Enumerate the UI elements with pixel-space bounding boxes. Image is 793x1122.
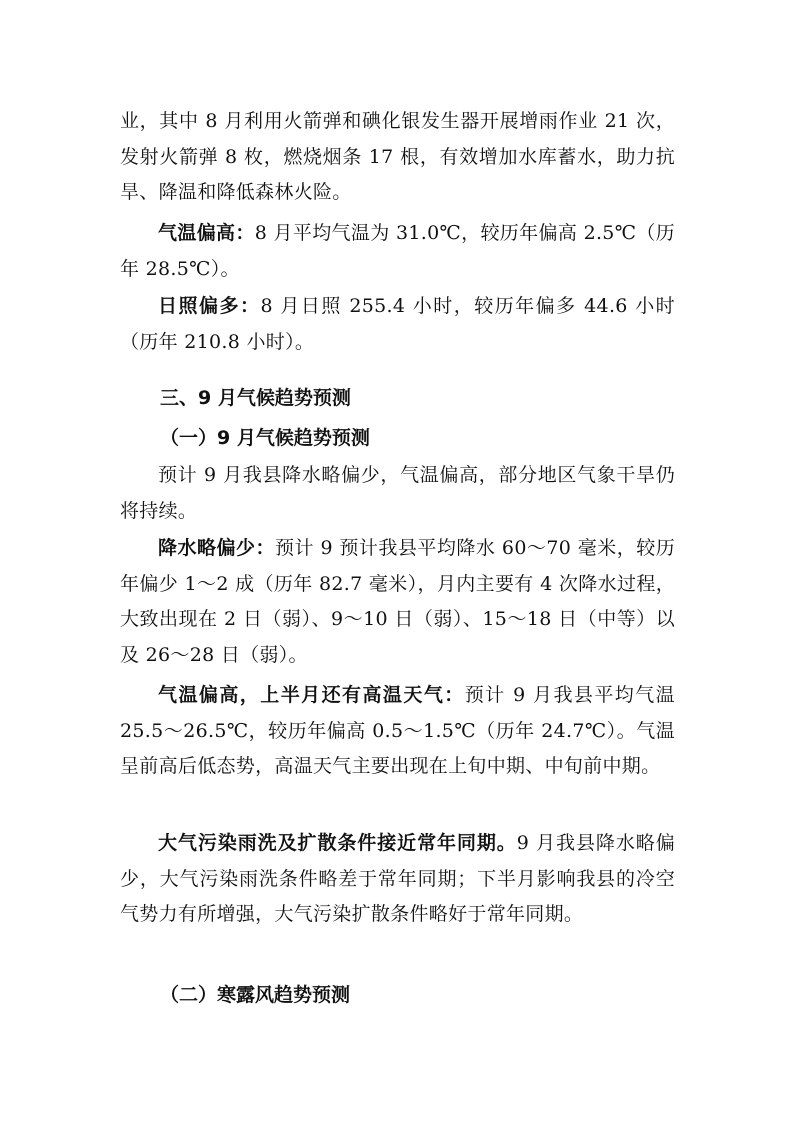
temperature-high-text: 8 月平均气温为 31.0℃，较历年偏高 2.5℃（历年 28.5℃）。	[120, 222, 675, 280]
sunshine-more-paragraph	[120, 289, 675, 360]
temperature-high-label: 气温偏高：	[158, 222, 255, 244]
section-three-title: 三、9 月气候趋势预测	[160, 387, 351, 409]
precipitation-less-paragraph	[120, 531, 675, 673]
subsection-two-title: （二）寒露风趋势预测	[160, 984, 351, 1006]
air-pollution-paragraph	[120, 826, 675, 933]
temperature-forecast-label: 气温偏高，上半月还有高温天气：	[158, 684, 465, 706]
air-pollution-text: 9 月我县降水略偏少，大气污染雨洗条件略差于常年同期；下半月影响我县的冷空气势力有所增强，大气污染扩散条件略好于常年同期。	[120, 832, 675, 925]
intro-paragraph-text: 业，其中 8 月利用火箭弹和碘化银发生器开展增雨作业 21 次，发射火箭弹 8 枚，燃烧烟条 17 根，有效增加水库蓄水，助力抗旱、降温和降低森林火险。	[120, 110, 675, 203]
temperature-high-paragraph	[120, 216, 675, 287]
intro-paragraph	[120, 104, 675, 211]
sunshine-more-label: 日照偏多：	[158, 295, 261, 317]
precipitation-less-text: 预计 9 预计我县平均降水 60～70 毫米，较历年偏少 1～2 成（历年 82.7 毫米），月内主要有 4 次降水过程，大致出现在 2 日（弱）、9～10 日（弱）、15～18 日（中等）以及 26～28 日（弱）。	[120, 537, 675, 666]
forecast-summary-paragraph	[120, 458, 675, 529]
temperature-forecast-text: 预计 9 月我县平均气温 25.5～26.5℃，较历年偏高 0.5～1.5℃（历年 24.7℃）。气温呈前高后低态势，高温天气主要出现在上旬中期、中旬前中期。	[120, 684, 675, 777]
air-pollution-label: 大气污染雨洗及扩散条件接近常年同期。	[158, 832, 517, 854]
forecast-summary-text: 预计 9 月我县降水略偏少，气温偏高，部分地区气象干旱仍将持续。	[120, 464, 675, 522]
subsection-one-title: （一）9 月气候趋势预测	[160, 427, 370, 449]
sunshine-more-text: 8 月日照 255.4 小时，较历年偏多 44.6 小时（历年 210.8 小时）。	[120, 295, 675, 353]
temperature-forecast-paragraph	[120, 678, 675, 785]
precipitation-less-label: 降水略偏少：	[158, 537, 275, 559]
